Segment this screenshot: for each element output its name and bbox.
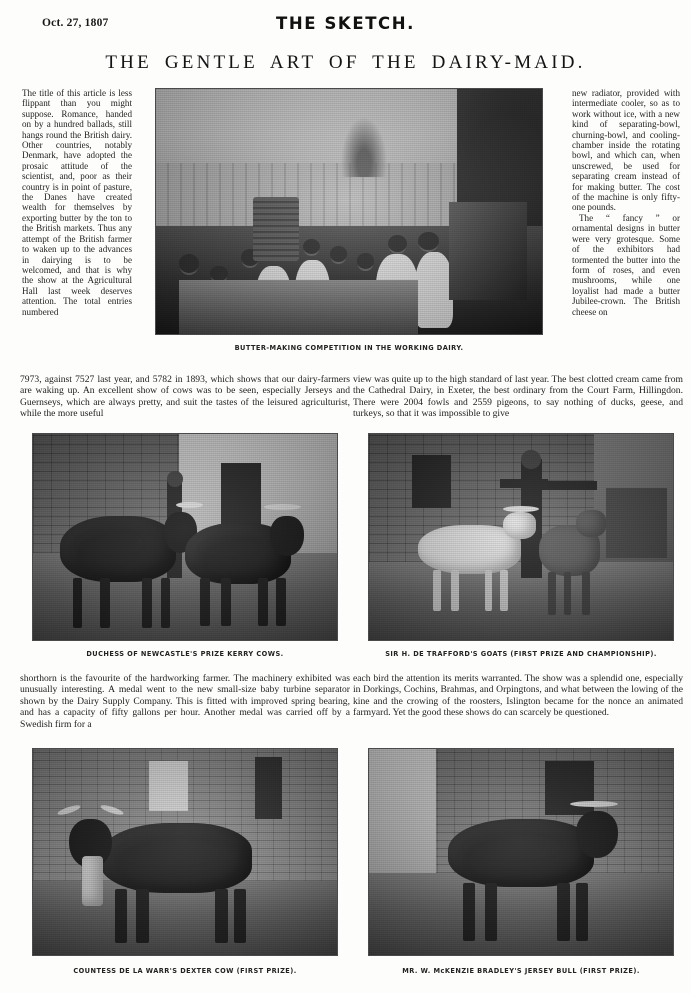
- band2-right-paragraph: each bird the attention its merits warranted. The show was a splendid one, especially in Dorkings, Cochins, Brahmas, and Orpingtons, and what between the lowing of the kine and the crowing of the roosters, Islington became for the nonce an animated farmyard. Yet the good these shows do can scarcely be questioned.: [353, 673, 683, 719]
- figure-kerry-cows: [32, 433, 338, 641]
- paper-title: THE SKETCH.: [275, 14, 416, 33]
- issue-date: Oct. 27, 1807: [42, 17, 109, 29]
- figure-dexter-cow: [32, 748, 338, 956]
- band2-left-paragraph: shorthorn is the favourite of the hardworking farmer. The machinery exhibited was unusually interesting. A medal went to the new small-size baby turbine separator shown by the Dairy Supply Company. This is fitted with improved spring bearing, and has a capacity of fifty gallons per hour. Another medal was carried off by a Swedish firm for a: [20, 673, 350, 730]
- band1-right-paragraph: view was quite up to the high standard of last year. The best clotted cream came from the Cathedral Dairy, in Exeter, the best ordinary from the Court Farm, Hillingdon. There were 2004 fowls and 2559 pigeons, to say nothing of ducks, geese, and turkeys, so that it was impossible to give: [353, 374, 683, 420]
- band1-left-text: [20, 374, 350, 420]
- article-headline: THE GENTLE ART OF THE DAIRY-MAID.: [105, 52, 586, 73]
- plate-jersey-bull-artwork: [369, 749, 673, 955]
- caption-kerry-cows: DUCHESS OF NEWCASTLE'S PRIZE KERRY COWS.: [86, 650, 284, 658]
- plate-goats-artwork: [369, 434, 673, 640]
- caption-dexter-cow: COUNTESS DE LA WARR'S DEXTER COW (FIRST PRIZE).: [73, 967, 297, 975]
- plate-dexter-cow-artwork: [33, 749, 337, 955]
- column-left-paragraph: The title of this article is less flippant than you might suppose. Romance, handed on by a hundred ballads, still hangs round the British dairy. Other countries, notably Denmark, have adopted the prosaic attitude of the scientist, and, poor as their country is in point of pasture, the Danes have created wealth for themselves by exporting butter by the ton to the British markets. Thus any attempt of the British farmer to waken up to the advances in dairying is to be welcomed, and that is why the show at the Agricultural Hall last week deserves attention. The total entries numbered: [22, 88, 132, 317]
- band1-left-paragraph: 7973, against 7527 last year, and 5782 in 1893, which shows that our dairy-farmers are waking up. An excellent show of cows was to be seen, especially Jerseys and Guernseys, which are always pretty, and suit the tastes of the leisured agriculturist, while the more useful: [20, 374, 350, 420]
- column-right-intro: [572, 88, 680, 317]
- band2-left-text: [20, 673, 350, 730]
- figure-goats: [368, 433, 674, 641]
- caption-jersey-bull: MR. W. McKENZIE BRADLEY'S JERSEY BULL (FIRST PRIZE).: [402, 967, 640, 975]
- caption-butter-making: BUTTER-MAKING COMPETITION IN THE WORKING DAIRY.: [234, 344, 464, 352]
- band1-right-text: [353, 374, 683, 420]
- masthead: [0, 14, 691, 40]
- figure-jersey-bull: [368, 748, 674, 956]
- column-right-paragraph-2: The “ fancy ” or ornamental designs in butter were very grotesque. Some of the exhibitors had tormented the butter into the form of roses, and even mushrooms, while one loyalist had made a butter Jubilee-crown. The British cheese on: [572, 212, 680, 317]
- band2-right-text: [353, 673, 683, 719]
- figure-butter-making: [155, 88, 543, 335]
- plate-butter-making-artwork: [156, 89, 542, 334]
- column-right-paragraph-1: new radiator, provided with intermediate cooler, so as to work without ice, with a new kind of separating-bowl, churning-bowl, and cooling-chamber inside the rotating bowl, and which can, when unscrewed, be used for separating cream instead of for making butter. The cost of the machine is only fifty-one pounds.: [572, 88, 680, 213]
- caption-goats: SIR H. DE TRAFFORD'S GOATS (FIRST PRIZE AND CHAMPIONSHIP).: [385, 650, 657, 658]
- column-left-intro: [22, 88, 132, 317]
- plate-kerry-cows-artwork: [33, 434, 337, 640]
